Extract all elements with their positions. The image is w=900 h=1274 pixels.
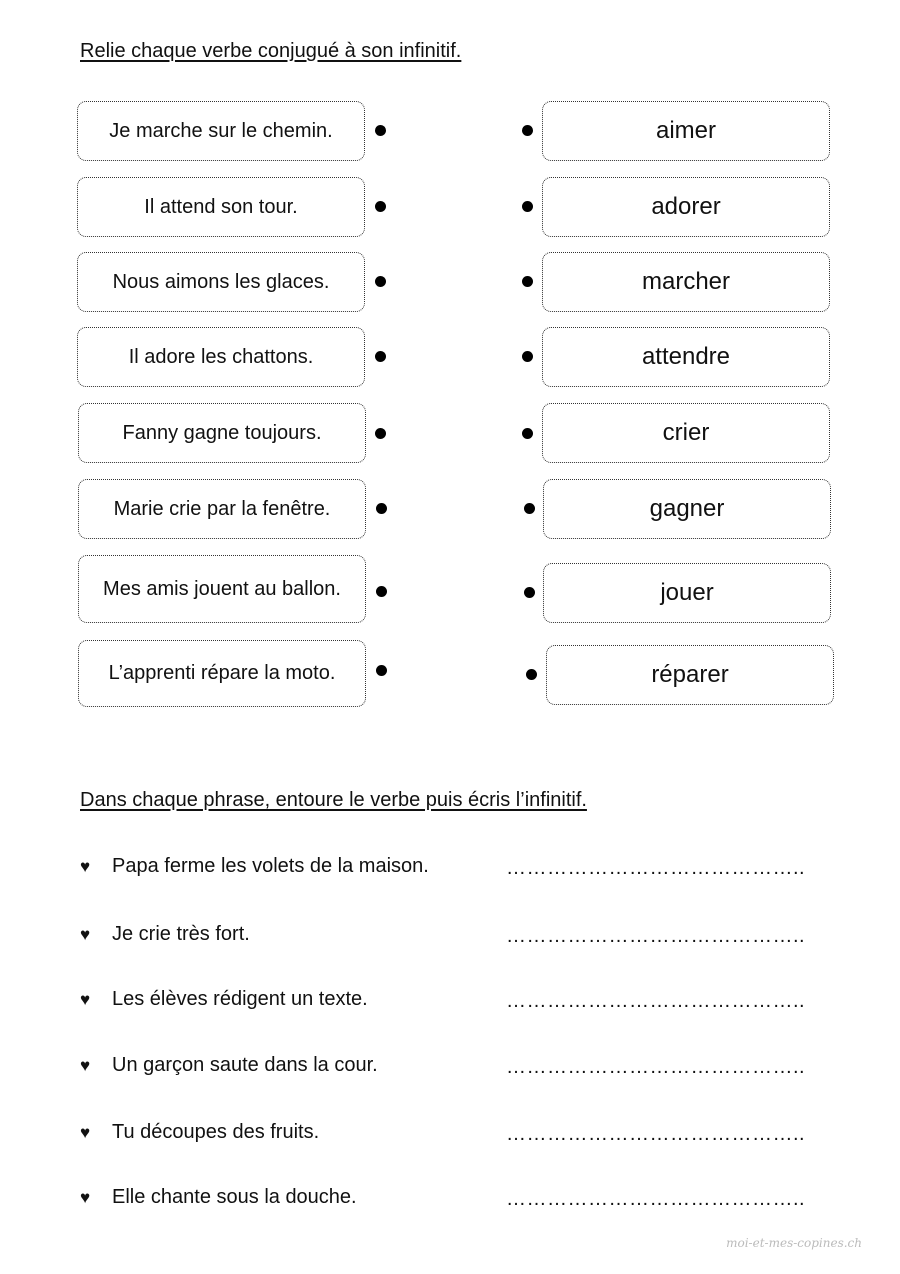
exercise-sentence bbox=[80, 988, 368, 1011]
sentence-text[interactable]: Je crie très fort. bbox=[112, 923, 250, 945]
left-connector-dot[interactable] bbox=[376, 665, 387, 676]
sentence-box[interactable]: L’apprenti répare la moto. bbox=[78, 640, 366, 707]
section2-title: Dans chaque phrase, entoure le verbe puis écris l’infinitif. bbox=[80, 789, 587, 811]
answer-line[interactable]: …………………………………….. bbox=[506, 925, 806, 947]
watermark: moi-et-mes-copines.ch bbox=[726, 1236, 862, 1250]
sentence-box[interactable]: Mes amis jouent au ballon. bbox=[78, 555, 366, 623]
right-connector-dot[interactable] bbox=[522, 428, 533, 439]
answer-line[interactable]: …………………………………….. bbox=[506, 1056, 806, 1078]
infinitive-box[interactable]: adorer bbox=[542, 177, 830, 237]
sentence-box[interactable]: Fanny gagne toujours. bbox=[78, 403, 366, 463]
right-connector-dot[interactable] bbox=[522, 201, 533, 212]
right-connector-dot[interactable] bbox=[526, 669, 537, 680]
left-connector-dot[interactable] bbox=[375, 276, 386, 287]
exercise-sentence bbox=[80, 855, 429, 878]
sentence-text[interactable]: Papa ferme les volets de la maison. bbox=[112, 855, 429, 877]
sentence-box[interactable]: Il adore les chattons. bbox=[77, 327, 365, 387]
infinitive-box[interactable]: aimer bbox=[542, 101, 830, 161]
heart-icon: ♥ bbox=[80, 856, 91, 876]
heart-icon: ♥ bbox=[80, 1055, 91, 1075]
answer-line[interactable]: …………………………………….. bbox=[506, 990, 806, 1012]
exercise-sentence bbox=[80, 1121, 319, 1144]
sentence-box[interactable]: Nous aimons les glaces. bbox=[77, 252, 365, 312]
sentence-box[interactable]: Je marche sur le chemin. bbox=[77, 101, 365, 161]
left-connector-dot[interactable] bbox=[375, 351, 386, 362]
answer-line[interactable]: …………………………………….. bbox=[506, 857, 806, 879]
infinitive-box[interactable]: gagner bbox=[543, 479, 831, 539]
heart-icon: ♥ bbox=[80, 1187, 91, 1207]
infinitive-box[interactable]: crier bbox=[542, 403, 830, 463]
sentence-text[interactable]: Les élèves rédigent un texte. bbox=[112, 988, 368, 1010]
right-connector-dot[interactable] bbox=[522, 351, 533, 362]
infinitive-box[interactable]: réparer bbox=[546, 645, 834, 705]
left-connector-dot[interactable] bbox=[376, 503, 387, 514]
infinitive-box[interactable]: jouer bbox=[543, 563, 831, 623]
exercise-sentence bbox=[80, 923, 250, 946]
right-connector-dot[interactable] bbox=[522, 276, 533, 287]
sentence-box[interactable]: Il attend son tour. bbox=[77, 177, 365, 237]
answer-line[interactable]: …………………………………….. bbox=[506, 1123, 806, 1145]
right-connector-dot[interactable] bbox=[524, 503, 535, 514]
right-connector-dot[interactable] bbox=[522, 125, 533, 136]
sentence-text[interactable]: Tu découpes des fruits. bbox=[112, 1121, 320, 1143]
sentence-box[interactable]: Marie crie par la fenêtre. bbox=[78, 479, 366, 539]
heart-icon: ♥ bbox=[80, 989, 91, 1009]
infinitive-box[interactable]: marcher bbox=[542, 252, 830, 312]
left-connector-dot[interactable] bbox=[375, 201, 386, 212]
section1-title: Relie chaque verbe conjugué à son infinitif. bbox=[80, 40, 462, 62]
exercise-sentence bbox=[80, 1186, 357, 1209]
answer-line[interactable]: …………………………………….. bbox=[506, 1188, 806, 1210]
sentence-text[interactable]: Elle chante sous la douche. bbox=[112, 1186, 357, 1208]
heart-icon: ♥ bbox=[80, 1122, 91, 1142]
left-connector-dot[interactable] bbox=[375, 428, 386, 439]
infinitive-box[interactable]: attendre bbox=[542, 327, 830, 387]
left-connector-dot[interactable] bbox=[376, 586, 387, 597]
sentence-text[interactable]: Un garçon saute dans la cour. bbox=[112, 1054, 378, 1076]
heart-icon: ♥ bbox=[80, 924, 91, 944]
exercise-sentence bbox=[80, 1054, 378, 1077]
right-connector-dot[interactable] bbox=[524, 587, 535, 598]
left-connector-dot[interactable] bbox=[375, 125, 386, 136]
